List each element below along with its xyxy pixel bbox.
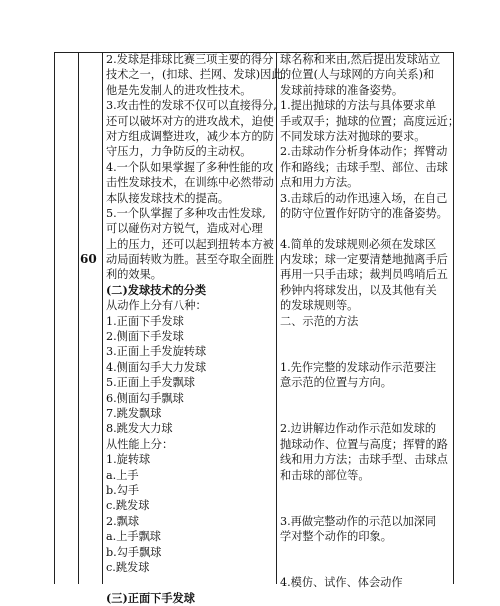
method-line: 3.击球后的动作迅速入场，在自己	[280, 191, 448, 205]
method-line: 点和用力方法。	[280, 176, 359, 190]
method-line: 1.提出抛球的方法与具体要求单	[280, 99, 437, 113]
method-line: 抛球动作、位置与高度；挥臂的路	[280, 437, 448, 451]
content-line: 8.跳发大力球	[106, 422, 173, 436]
method-line: 球名称和来由,然后提出发球站立	[280, 53, 441, 66]
content-line: 2.飘球	[106, 514, 140, 528]
content-line: 3.攻击性的发球不仅可以直接得分,	[106, 99, 277, 113]
content-line: b.勾手飘球	[106, 545, 162, 559]
content-line: 从性能上分：	[106, 437, 174, 451]
table-left-border	[54, 52, 55, 584]
content-line: 5.一个队掌握了多种攻击性发球,	[106, 206, 266, 220]
content-line: 2.发球是排球比赛三项主要的得分	[106, 53, 274, 66]
method-line: 4.简单的发球规则必须在发球区	[280, 237, 437, 251]
method-line: 二、示范的方法	[280, 314, 359, 328]
content-line: 1.旋转球	[106, 453, 151, 467]
method-line: 1.先作完整的发球动作示范要注	[280, 360, 437, 374]
content-line: 5.正面上手发飘球	[106, 376, 195, 390]
method-line: 和击球的部位等。	[280, 468, 370, 482]
method-column	[280, 52, 459, 591]
content-line: 动局面转败为胜。甚至夺取全面胜	[106, 253, 274, 267]
spacer	[280, 545, 459, 576]
column-divider-1	[78, 52, 79, 584]
content-line: 对方组成调整进攻，减少本方的防	[106, 129, 274, 143]
method-line: 的位置(人与球网的方向关系)和	[280, 68, 435, 82]
method-line: 发球前持球的准备姿势。	[280, 83, 404, 97]
content-line: 技术之一，(扣球、拦网、发球)因此,	[106, 68, 287, 82]
content-line: 可以碰伤对方锐气，造成对心理	[106, 222, 263, 236]
content-line: c.跳发球	[106, 499, 150, 513]
content-line: 7.跳发飘球	[106, 406, 162, 420]
method-line: 3.再做完整动作的示范以加深同	[280, 514, 437, 528]
method-line: 2.击球动作分析身体动作；挥臂动	[280, 145, 448, 159]
content-line: c.跳发球	[106, 560, 150, 574]
content-line: 他是先发制人的进攻性技术。	[106, 83, 252, 97]
content-line: 守压力，力争防反的主动权。	[106, 145, 252, 159]
method-line: 2.边讲解边作动作示范如发球的	[280, 422, 437, 436]
content-line: a.上手飘球	[106, 530, 161, 544]
method-line: 线和用力方法；击球手型、击球点	[280, 453, 448, 467]
row-number: 60	[80, 252, 97, 266]
content-line: 利的效果。	[106, 268, 162, 282]
content-line: 1.正面下手发球	[106, 314, 184, 328]
method-line: 意示范的位置与方向。	[280, 376, 392, 390]
spacer	[280, 221, 459, 236]
method-line: 的发球规则等。	[280, 299, 359, 313]
method-line: 作和路线；击球手型、部位、击球	[280, 160, 448, 174]
spacer	[106, 575, 286, 590]
spacer	[280, 329, 459, 360]
content-line: 从动作上分有八种：	[106, 299, 207, 313]
content-column	[106, 52, 286, 606]
method-line: 学对整个动作的印象。	[280, 530, 392, 544]
method-line: 手或双手；抛球的位置；高度远近；	[280, 114, 460, 128]
spacer	[280, 483, 459, 514]
content-line: b.勾手	[106, 483, 140, 497]
method-line: 内发球；球一定要清楚地抛离手后	[280, 253, 448, 267]
method-line: 不同发球方法对抛球的要求。	[280, 129, 426, 143]
content-line: 还可以破坏对方的进攻战术，迫使	[106, 114, 274, 128]
content-line: 上的压力，还可以起到扭转本方被	[106, 237, 274, 251]
method-line: 的防守位置作好防守的准备姿势。	[280, 206, 448, 220]
content-line: 4.一个队如果掌握了多种性能的攻	[106, 160, 274, 174]
method-line: 秒钟内将球发出，以及其他有关	[280, 283, 437, 297]
content-line: 2.侧面下手发球	[106, 330, 184, 344]
method-line: 4.模仿、试作、体会动作	[280, 576, 403, 590]
content-line: 本队接发球技术的提高。	[106, 191, 230, 205]
content-line: 6.侧面勾手飘球	[106, 391, 184, 405]
column-divider-2	[102, 52, 103, 584]
spacer	[280, 391, 459, 422]
content-line: 3.正面上手发旋转球	[106, 345, 207, 359]
content-line: 4.侧面勾手大力发球	[106, 360, 207, 374]
content-line: 击性发球技术，在训练中必然带动	[106, 176, 274, 190]
method-line: 再用一只手击球；裁判员鸣哨后五	[280, 268, 448, 282]
content-line: a.上手	[106, 468, 139, 482]
content-line: (三)正面下手发球	[106, 590, 195, 605]
content-line: (二)发球技术的分类	[106, 282, 207, 297]
